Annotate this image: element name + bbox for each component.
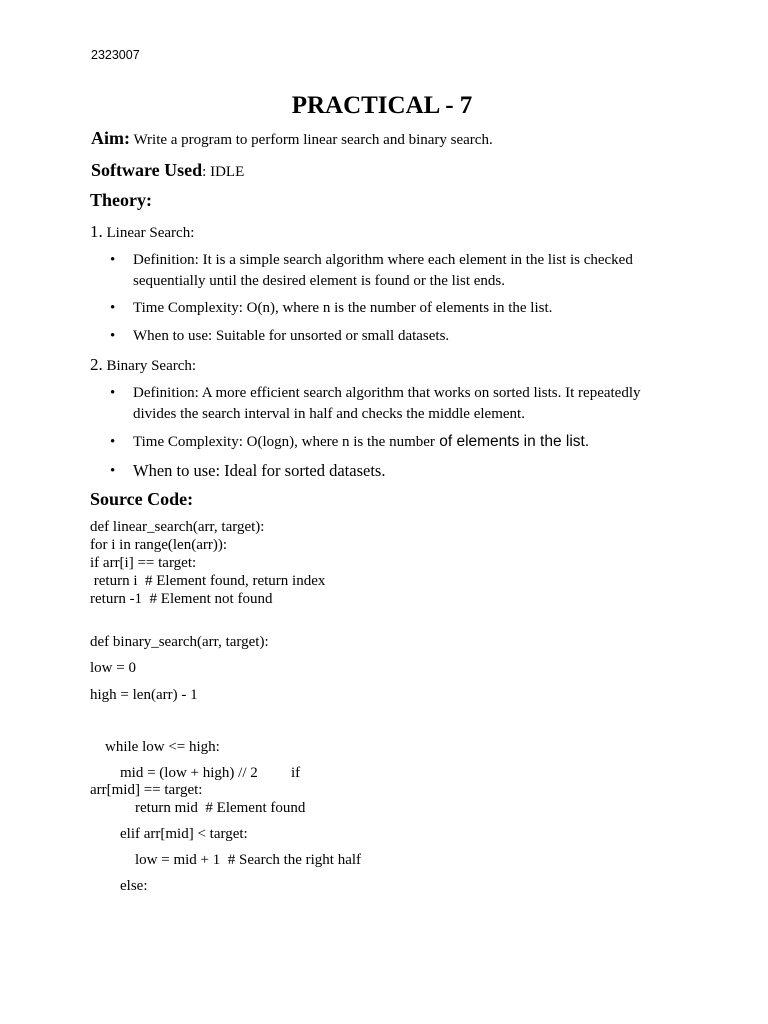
code-line: def linear_search(arr, target):	[90, 519, 265, 535]
code-line: low = 0	[90, 660, 136, 676]
section-linear-title	[90, 222, 194, 242]
code-line: return mid # Element found	[135, 800, 306, 816]
bullet-icon: •	[110, 300, 116, 316]
code-line: return i # Element found, return index	[90, 573, 326, 589]
aim-text: Write a program to perform linear search and binary search.	[130, 132, 493, 148]
bullet-text: Definition: It is a simple search algorithm where each element in the list is checked sequentially until the desired element is found or the list ends.	[133, 252, 633, 289]
code-line: mid = (low + high) // 2	[120, 765, 258, 781]
roll-number: 2323007	[91, 48, 140, 62]
section-title: Linear Search:	[102, 225, 195, 241]
bullet-text-part: of elements in the list.	[434, 433, 590, 450]
software-line	[91, 160, 244, 181]
bullet-icon: •	[110, 463, 116, 479]
bullet-text: When to use: Ideal for sorted datasets.	[133, 461, 386, 480]
code-line: while low <= high:	[105, 739, 220, 755]
code-line: low = mid + 1 # Search the right half	[135, 852, 362, 868]
bullet-icon: •	[110, 434, 116, 450]
aim-line	[91, 128, 493, 149]
section-number: 2.	[90, 355, 103, 374]
source-code-heading: Source Code:	[90, 489, 194, 509]
code-line: arr[mid] == target:	[90, 782, 203, 798]
section-title: Binary Search:	[102, 358, 197, 374]
code-line: else:	[120, 878, 148, 894]
section-binary-title	[90, 355, 196, 375]
bullet-text: Definition: A more efficient search algorithm that works on sorted lists. It repeatedly divides the search interval in half and checks the middle element.	[133, 385, 641, 422]
code-line: def binary_search(arr, target):	[90, 634, 269, 650]
bullet-text: When to use: Suitable for unsorted or small datasets.	[133, 328, 450, 344]
bullet-icon: •	[110, 385, 116, 401]
bullet-text: Time Complexity: O(n), where n is the number of elements in the list.	[133, 300, 553, 316]
code-line: high = len(arr) - 1	[90, 687, 198, 703]
code-line: if arr[i] == target:	[90, 555, 197, 571]
software-label: Software Used	[91, 160, 203, 180]
theory-heading: Theory:	[90, 190, 152, 210]
code-line: return -1 # Element not found	[90, 591, 273, 607]
software-text: : IDLE	[202, 164, 245, 180]
bullet-text-part: Time Complexity: O(logn), where n is the number	[133, 434, 435, 450]
bullet-icon: •	[110, 252, 116, 268]
aim-label: Aim:	[91, 128, 130, 148]
bullet-text-mixed	[133, 431, 673, 453]
section-number: 1.	[90, 222, 103, 241]
bullet-icon: •	[110, 328, 116, 344]
code-line: for i in range(len(arr)):	[90, 537, 228, 553]
code-line: elif arr[mid] < target:	[120, 826, 248, 842]
page-title: PRACTICAL - 7	[291, 92, 473, 119]
code-line: if	[291, 765, 301, 781]
